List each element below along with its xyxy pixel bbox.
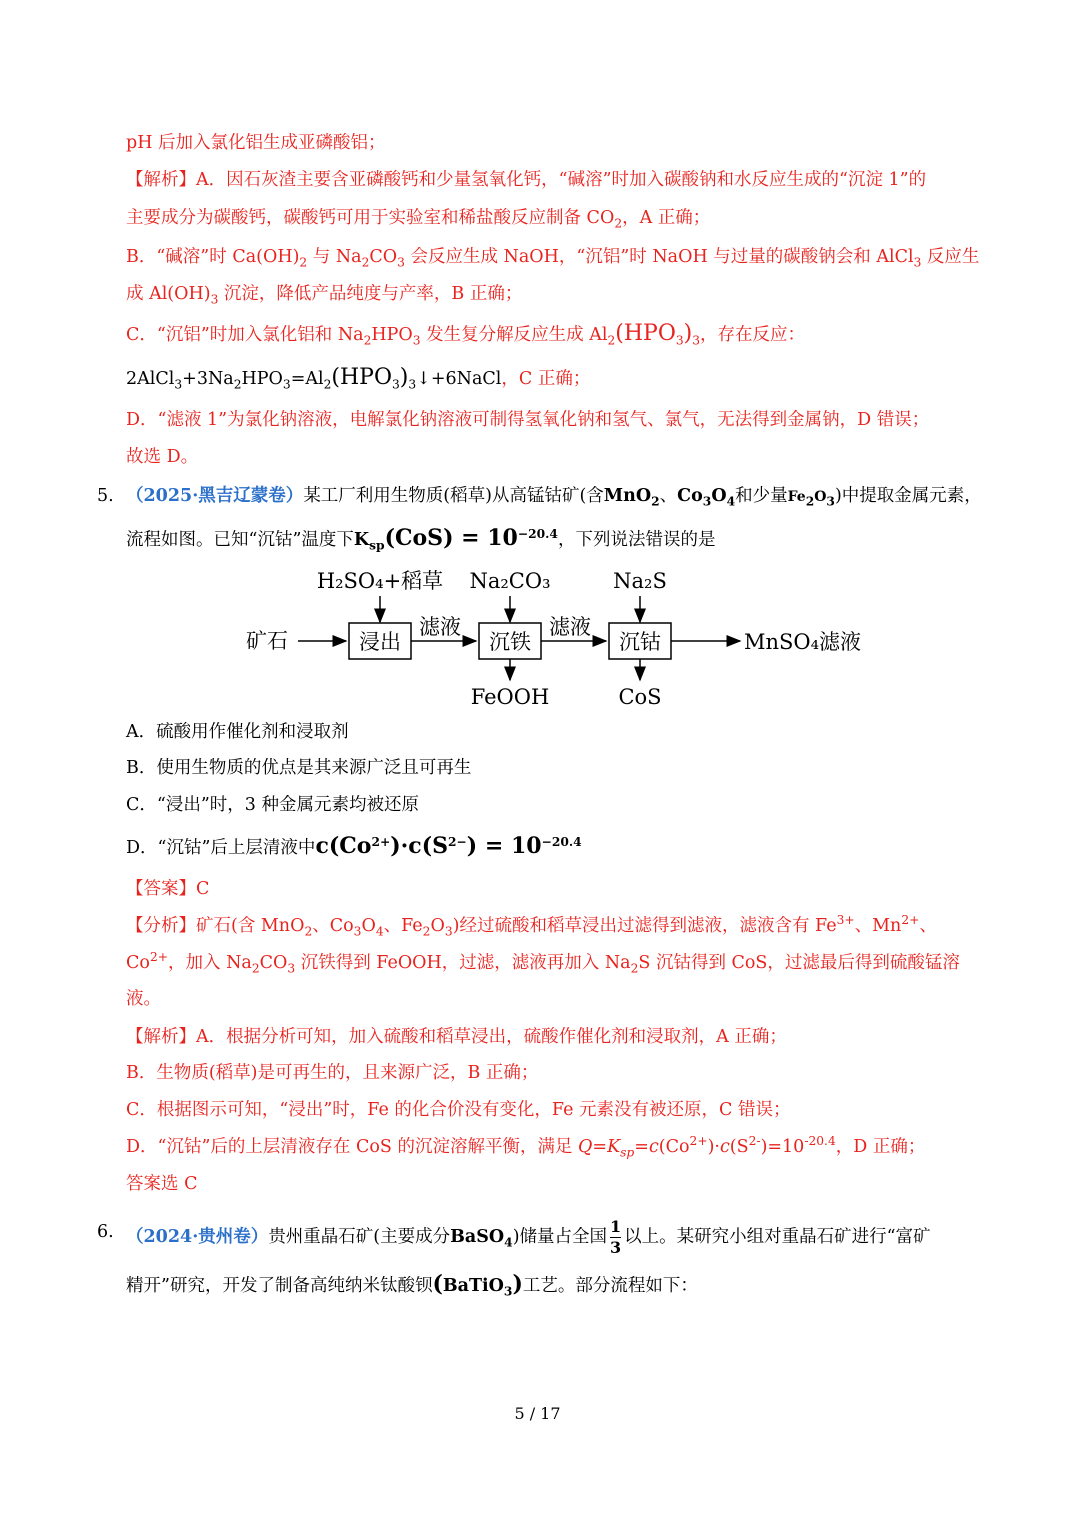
box-cobalt-label: 沉钴 bbox=[619, 630, 661, 654]
output-feooh: FeOOH bbox=[470, 685, 550, 709]
jiexi-line: D．“滤液 1”为氯化钠溶液，电解氯化钠溶液可制得氢氧化钠和氢气、氯气，无法得到金属钠，D 错误； bbox=[126, 410, 930, 430]
answer-line: pH 后加入氯化铝生成亚磷酸铝； bbox=[126, 133, 386, 153]
output-cos: CoS bbox=[618, 685, 662, 709]
analysis-line: $Co^{2+}$，加入 $Na_2CO_3$ 沉铁得到 FeOOH，过滤，滤液再加入 $Na_2S$ 沉钴得到 CoS，过滤最后得到硫酸锰溶 bbox=[126, 950, 960, 976]
start-ore: 矿石 bbox=[246, 629, 288, 653]
final-answer: 答案选 C bbox=[126, 1174, 198, 1194]
question-source: （2025·黑吉辽蒙卷） bbox=[126, 486, 304, 506]
analysis-paragraph: 【分析】矿石(含 MnO$_2$、$Co_3O_4$、$Fe_2O_3$)经过硫酸和稻草浸出过滤得到滤液，滤液含有 $Fe^{3+}$、$Mn^{2+}$、 bbox=[126, 913, 937, 939]
end-mnso4: MnSO₄滤液 bbox=[744, 630, 862, 654]
input-h2so4-straw: H₂SO₄+稻草 bbox=[316, 569, 444, 593]
analysis-line: 液。 bbox=[126, 989, 161, 1009]
box-iron-label: 沉铁 bbox=[489, 630, 531, 654]
jiexi-line: 成 $Al(OH)_3$ 沉淀，降低产品纯度与产率，B 正确； bbox=[126, 284, 523, 307]
jiexi-line: B．“碱溶”时 $Ca(OH)_2$ 与 $Na_2CO_3$ 会反应生成 NaOH，“沉铝”时 NaOH 与过量的碳酸钠会和 AlCl$_3$ 反应生 bbox=[126, 247, 980, 270]
jiexi-line: C．“沉铝”时加入氯化铝和 $Na_2HPO_3$ 发生复分解反应生成 $Al_2(HPO_3)_3$，存在反应： bbox=[126, 321, 806, 348]
option-a: A．硫酸用作催化剂和浸取剂 bbox=[126, 722, 349, 742]
jiexi-paragraph: 【解析】A．因石灰渣主要含亚磷酸钙和少量氢氧化钙，“碱溶”时加入碳酸钠和水反应生成的“沉淀 1”的 bbox=[126, 170, 927, 190]
fraction-one-third: $\frac{1}{3}$ bbox=[610, 1217, 622, 1257]
page-number: 5 / 17 bbox=[514, 1404, 561, 1423]
option-c: C．“浸出”时，3 种金属元素均被还原 bbox=[126, 795, 419, 815]
jiexi-line: B．生物质(稻草)是可再生的，且来源广泛，B 正确； bbox=[126, 1063, 539, 1083]
option-d: D．“沉钴”后上层清液中$c(Co^{2+})\cdot c(S^{2-}) = 10^{-20.4}$ bbox=[126, 833, 582, 859]
flow-diagram bbox=[230, 560, 890, 720]
jiexi-paragraph: 【解析】A．根据分析可知，加入硫酸和稻草浸出，硫酸作催化剂和浸取剂，A 正确； bbox=[126, 1027, 787, 1047]
jiexi-line: D．“沉钴”后的上层清液存在 CoS 的沉淀溶解平衡，满足 $Q=K_{sp}=c(Co^{2+})\cdot c(S^{2-})=10^{-20.4}$，D 正确； bbox=[126, 1134, 926, 1160]
filtrate-label-1: 滤液 bbox=[419, 615, 461, 639]
question-stem: （2024·贵州卷）贵州重晶石矿(主要成分BaSO$_4$)储量占全国 $\frac{1}{3}$ 以上。某研究小组对重晶石矿进行“富矿 bbox=[126, 1217, 931, 1257]
box-leach-label: 浸出 bbox=[359, 630, 401, 654]
question-source: （2024·贵州卷） bbox=[126, 1227, 269, 1247]
jiexi-line: 主要成分为碳酸钙，碳酸钙可用于实验室和稀盐酸反应制备 $CO_2$，A 正确； bbox=[126, 208, 711, 231]
reaction-equation: $2AlCl_3+3Na_2HPO_3=Al_2(HPO_3)_3↓+6NaCl$，C 正确； bbox=[126, 365, 591, 392]
filtrate-label-2: 滤液 bbox=[549, 615, 591, 639]
jiexi-line: C．根据图示可知，“浸出”时，Fe 的化合价没有变化，Fe 元素没有被还原，C 错误； bbox=[126, 1100, 791, 1120]
question-number: 5. bbox=[97, 486, 114, 506]
question-stem: 精开”研究，开发了制备高纯纳米钛酸钡(BaTiO$_3$)工艺。部分流程如下： bbox=[126, 1271, 698, 1299]
question-number: 6. bbox=[97, 1222, 114, 1242]
answer-line: 【答案】C bbox=[126, 879, 210, 899]
question-stem: （2025·黑吉辽蒙卷）某工厂利用生物质(稻草)从高锰钴矿(含MnO$_2$、$Co_3O_4$和少量$Fe_2O_3$)中提取金属元素， bbox=[126, 486, 982, 509]
option-b: B．使用生物质的优点是其来源广泛且可再生 bbox=[126, 758, 472, 778]
question-stem: 流程如图。已知“沉钴”温度下$K_{sp}(CoS) = 10^{-20.4}$，下列说法错误的是 bbox=[126, 525, 716, 553]
input-na2co3: Na₂CO₃ bbox=[469, 569, 551, 593]
jiexi-line: 故选 D。 bbox=[126, 447, 199, 467]
input-na2s: Na₂S bbox=[613, 569, 667, 593]
